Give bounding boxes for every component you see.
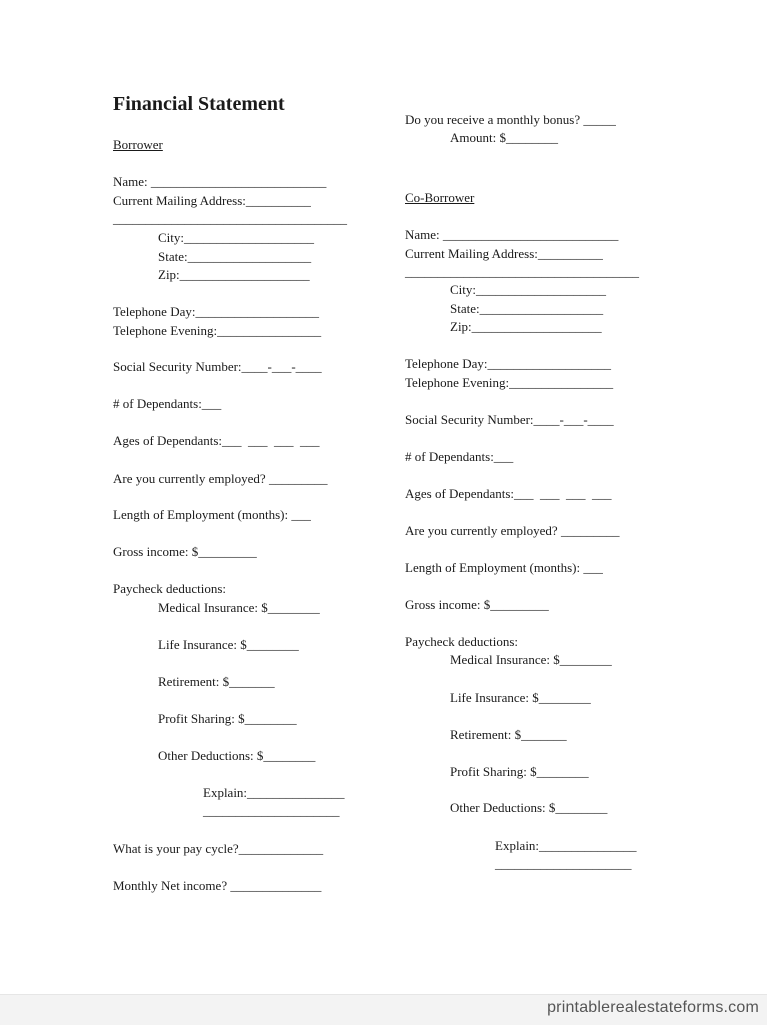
borrower-gross-income-field: Gross income: $_________ — [113, 544, 257, 559]
borrower-dependants-field: # of Dependants:___ — [113, 396, 222, 411]
coborrower-zip-field: Zip:____________________ — [450, 319, 602, 334]
borrower-profit-sharing-field: Profit Sharing: $________ — [158, 711, 297, 726]
borrower-pay-cycle-field: What is your pay cycle?_____________ — [113, 841, 324, 856]
borrower-paycheck-deductions-label: Paycheck deductions: — [113, 581, 226, 596]
borrower-ages-field: Ages of Dependants:___ ___ ___ ___ — [113, 433, 320, 448]
borrower-employed-field: Are you currently employed? _________ — [113, 471, 328, 486]
coborrower-gross-income-field: Gross income: $_________ — [405, 597, 549, 612]
borrower-retirement-field: Retirement: $_______ — [158, 674, 275, 689]
coborrower-tel-evening-field: Telephone Evening:________________ — [405, 375, 614, 390]
borrower-net-income-field: Monthly Net income? ______________ — [113, 878, 322, 893]
borrower-explain-line2: _____________________ — [203, 803, 340, 818]
coborrower-paycheck-deductions-label: Paycheck deductions: — [405, 634, 518, 649]
coborrower-dependants-field: # of Dependants:___ — [405, 449, 514, 464]
borrower-address-field: Current Mailing Address:__________ — [113, 193, 311, 208]
coborrower-life-insurance-field: Life Insurance: $________ — [450, 690, 591, 705]
borrower-name-field: Name: ___________________________ — [113, 174, 327, 189]
borrower-tel-evening-field: Telephone Evening:________________ — [113, 323, 322, 338]
borrower-city-field: City:____________________ — [158, 230, 315, 245]
borrower-life-insurance-field: Life Insurance: $________ — [158, 637, 299, 652]
borrower-zip-field: Zip:____________________ — [158, 267, 310, 282]
coborrower-heading: Co-Borrower — [405, 190, 475, 205]
coborrower-employed-field: Are you currently employed? _________ — [405, 523, 620, 538]
coborrower-retirement-field: Retirement: $_______ — [450, 727, 567, 742]
coborrower-address-field: Current Mailing Address:__________ — [405, 246, 603, 261]
coborrower-city-field: City:____________________ — [450, 282, 607, 297]
coborrower-medical-insurance-field: Medical Insurance: $________ — [450, 652, 612, 667]
borrower-other-deductions-field: Other Deductions: $________ — [158, 748, 316, 763]
borrower-explain-field: Explain:_______________ — [203, 785, 345, 800]
coborrower-address-line2: ____________________________________ — [405, 264, 639, 279]
website-watermark: printablerealestateforms.com — [547, 999, 759, 1016]
coborrower-tel-day-field: Telephone Day:___________________ — [405, 356, 611, 371]
watermark-footer — [0, 994, 767, 1025]
borrower-medical-insurance-field: Medical Insurance: $________ — [158, 600, 320, 615]
coborrower-other-deductions-field: Other Deductions: $________ — [450, 800, 608, 815]
borrower-tel-day-field: Telephone Day:___________________ — [113, 304, 319, 319]
bonus-question-field: Do you receive a monthly bonus? _____ — [405, 112, 616, 127]
coborrower-ssn-field: Social Security Number:____-___-____ — [405, 412, 614, 427]
bonus-amount-field: Amount: $________ — [450, 130, 558, 145]
coborrower-ages-field: Ages of Dependants:___ ___ ___ ___ — [405, 486, 612, 501]
coborrower-employment-length-field: Length of Employment (months): ___ — [405, 560, 603, 575]
coborrower-state-field: State:___________________ — [450, 301, 604, 316]
borrower-state-field: State:___________________ — [158, 249, 312, 264]
coborrower-explain-line2: _____________________ — [495, 856, 632, 871]
borrower-ssn-field: Social Security Number:____-___-____ — [113, 359, 322, 374]
coborrower-name-field: Name: ___________________________ — [405, 227, 619, 242]
borrower-address-line2: ____________________________________ — [113, 211, 347, 226]
coborrower-profit-sharing-field: Profit Sharing: $________ — [450, 764, 589, 779]
borrower-heading: Borrower — [113, 137, 163, 152]
borrower-employment-length-field: Length of Employment (months): ___ — [113, 507, 311, 522]
page-title: Financial Statement — [113, 93, 285, 115]
coborrower-explain-field: Explain:_______________ — [495, 838, 637, 853]
